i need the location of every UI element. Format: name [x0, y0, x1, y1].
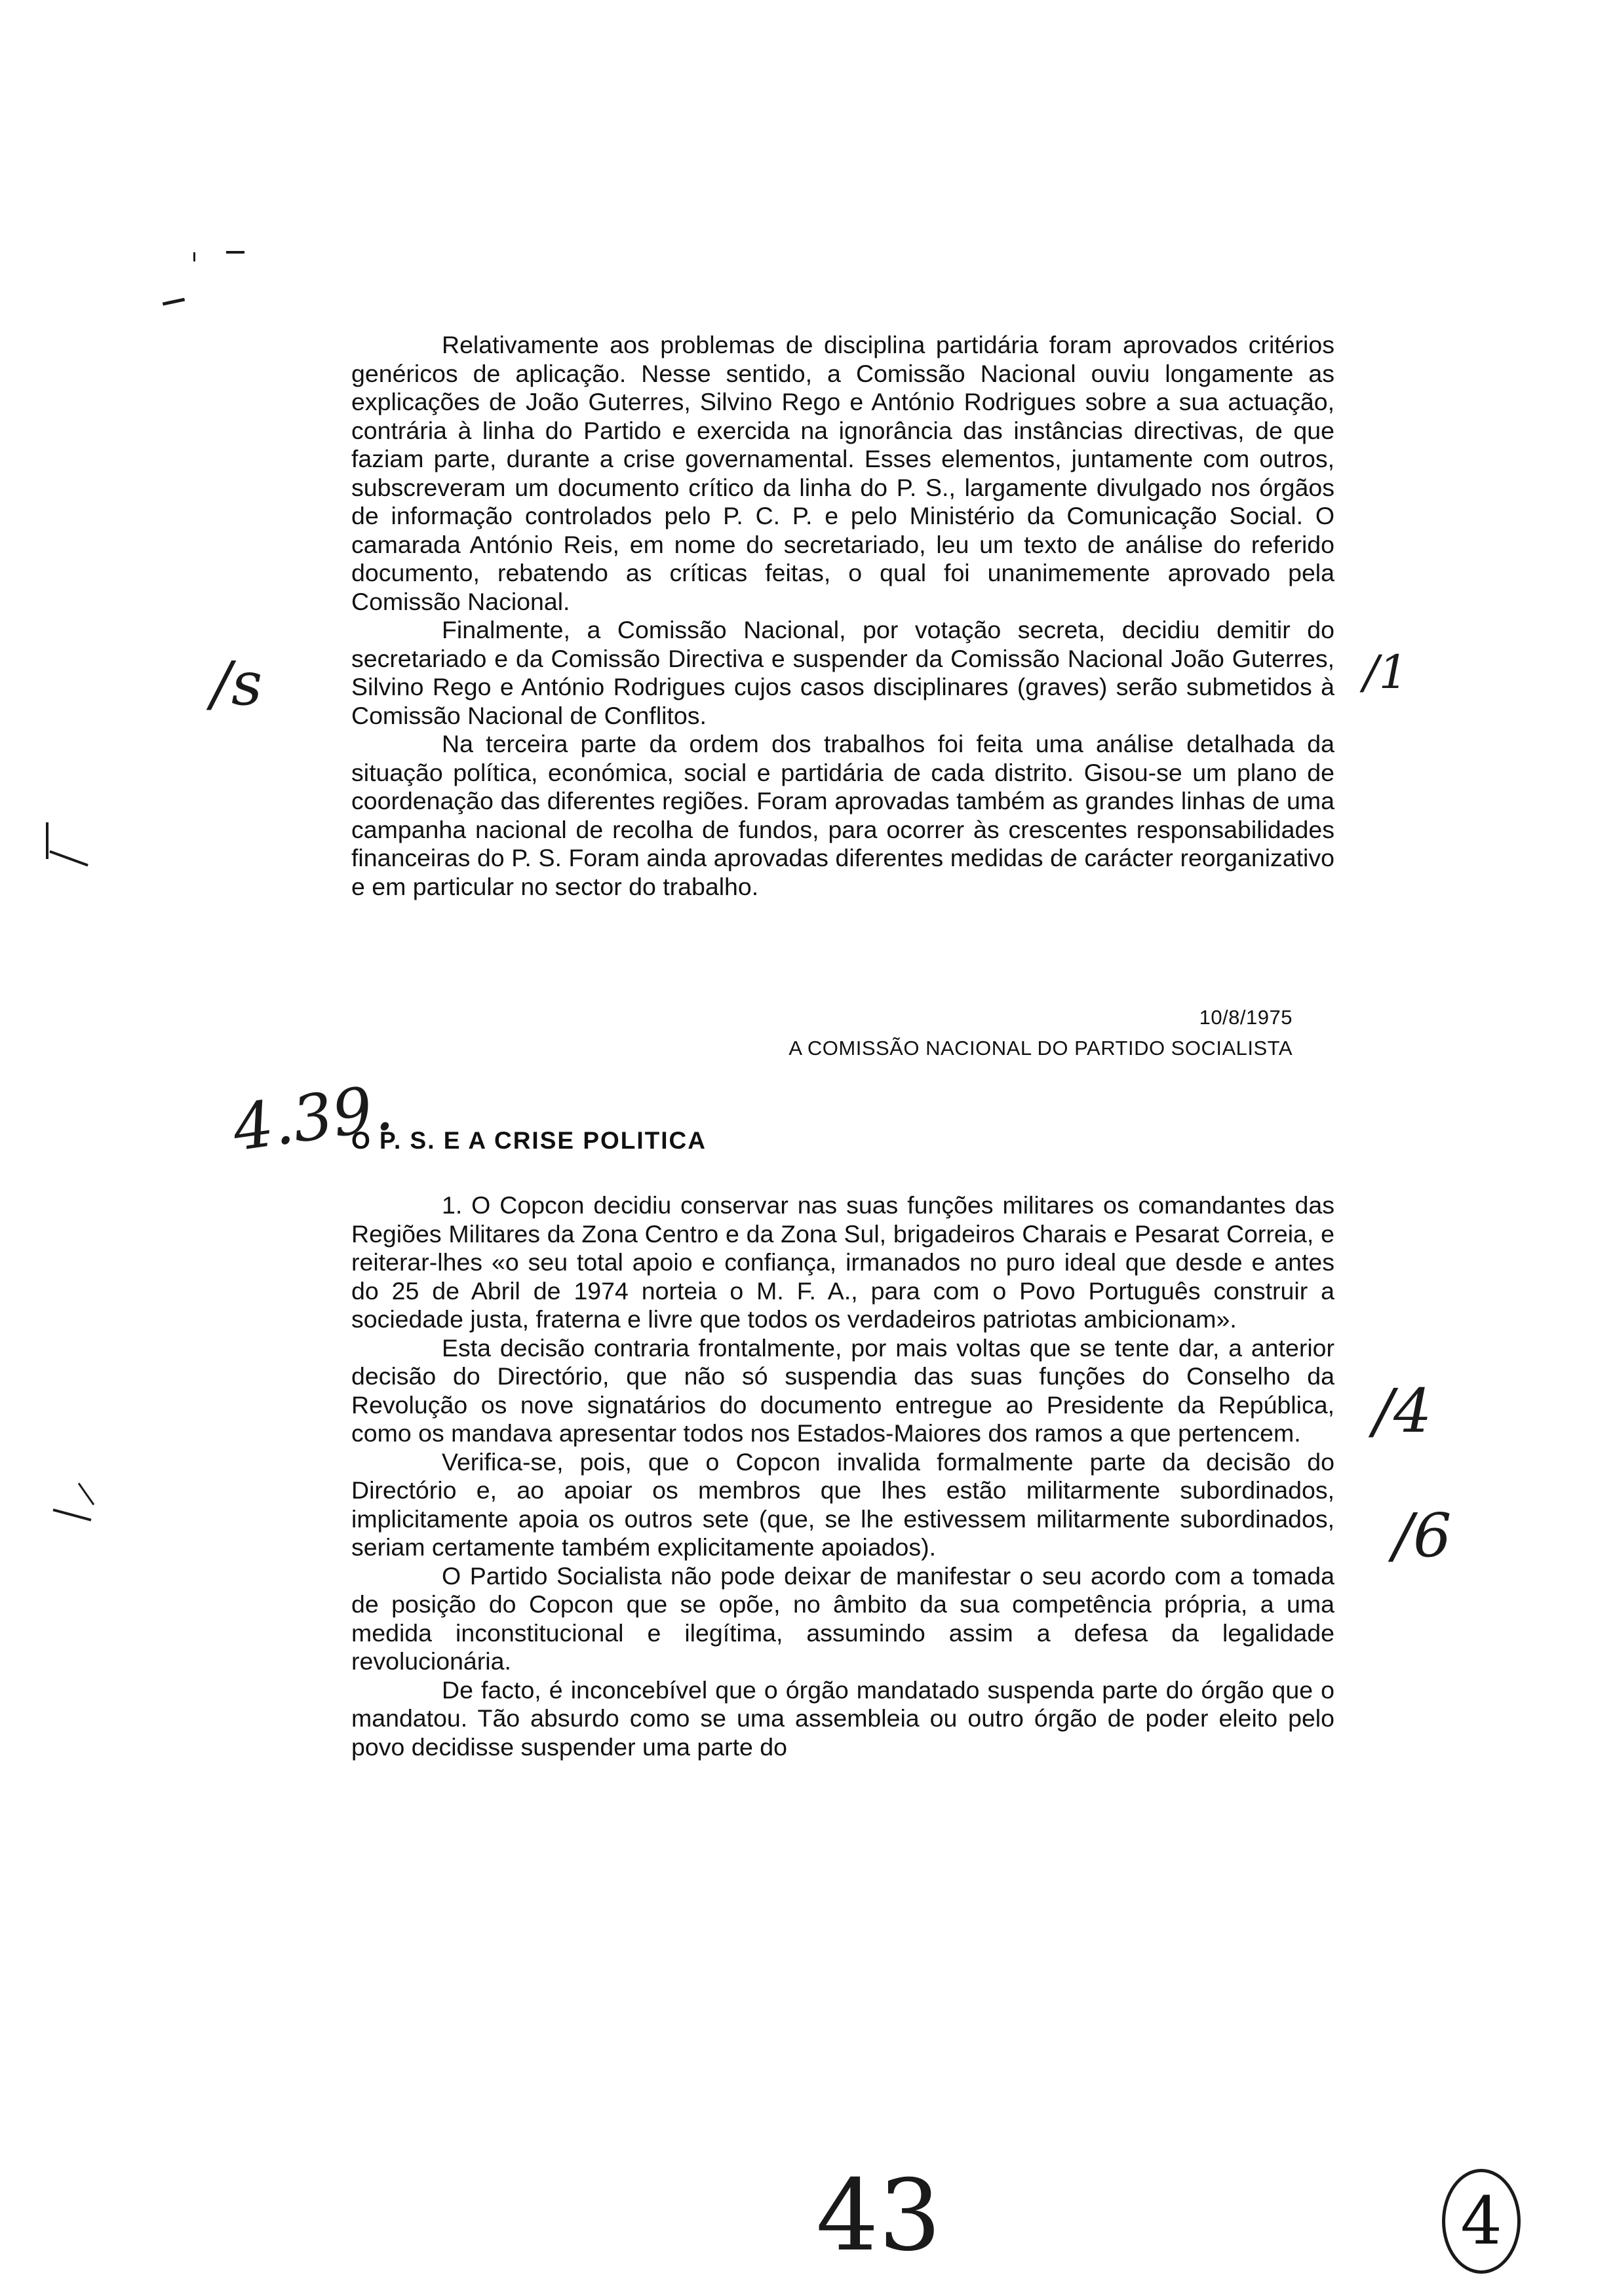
paragraph-decisao: Esta decisão contraria frontalmente, por mais voltas que se tente dar, a anterior decisão do Directório, que não só suspendia das suas funções do Conselho da Revolução os nove signatários do documento entregue ao Presidente da República, como os mandava apresentar todos nos Estados-Maiores dos ramos a que pertencem. — [351, 1333, 1334, 1447]
paragraph-terceira-parte: Na terceira parte da ordem dos trabalhos foi feita uma análise detalhada da situação política, económica, social e partidária de cada distrito. Gisou-se um plano de coordenação das diferentes regiões. Foram aprovadas também as grandes linhas de uma campanha nacional de recolha de fundos, para ocorrer às crescentes responsabilidades financeiras do P. S. Foram ainda aprovadas diferentes medidas de carácter reorganizativo e em particular no sector do trabalho. — [351, 730, 1334, 900]
pen-mark — [163, 298, 185, 306]
paragraph-finalmente: Finalmente, a Comissão Nacional, por votação secreta, decidiu demitir do secretariado e da Comissão Directiva e suspender da Comissão Nacional João Guterres, Silvino Rego e António Rodrigues cujos casos disciplinares (graves) serão submetidos à Comissão Nacional de Conflitos. — [351, 616, 1334, 729]
paragraph-disciplina: Relativamente aos problemas de disciplina partidária foram aprovados critérios genéricos de aplicação. Nesse sentido, a Comissão Nacional ouviu longamente as explicações de João Guterres, Silvino Rego e António Rodrigues sobre a sua actuação, contrária à linha do Partido e exercida na ignorância das instâncias directivas, de que faziam parte, durante a crise governamental. Esses elementos, juntamente com outros, subscreveram um documento crítico da linha do P. S., largamente divulgado nos órgãos de informação controlados pelo P. C. P. e pelo Ministério da Comunicação Social. O camarada António Reis, em nome do secretariado, leu um texto de análise do referido documento, rebatendo as críticas feitas, o qual foi unanimemente aprovado pela Comissão Nacional. — [351, 331, 1334, 615]
handwritten-left-note: /s — [211, 649, 263, 719]
signature-block — [663, 1003, 1293, 1063]
handwritten-right-note-mid: /4 — [1373, 1376, 1432, 1446]
paragraph-de-facto: De facto, é inconcebível que o órgão mandatado suspenda parte do órgão que o mandatou. Tão absurdo como se uma assembleia ou outro órgão de poder eleito pelo povo decidisse suspender uma parte do — [351, 1675, 1334, 1761]
section-heading: O P. S. E A CRISE POLITICA — [351, 1127, 707, 1154]
pen-mark — [49, 851, 88, 867]
signature-name: A COMISSÃO NACIONAL DO PARTIDO SOCIALISTA — [788, 1036, 1293, 1060]
pen-mark — [53, 1508, 92, 1521]
pen-mark — [46, 822, 49, 859]
handwritten-right-note-low: /6 — [1393, 1501, 1452, 1571]
pen-mark — [226, 251, 244, 254]
signature-date: 10/8/1975 — [1199, 1006, 1293, 1029]
circled-page-number: 4 — [1442, 2169, 1521, 2274]
paragraph-verifica: Verifica-se, pois, que o Copcon invalida formalmente parte da decisão do Directório e, ao apoiar os membros que lhes estão militarmente subordinados, implicitamente apoia os outros sete (que, se lhe estivessem militarmente subordinados, seriam certamente também explicitamente apoiados). — [351, 1447, 1334, 1561]
body-text-section — [351, 1191, 1334, 1761]
handwritten-right-note-top: /1 — [1363, 645, 1409, 699]
handwritten-margin-number: 4.39. — [228, 1070, 397, 1166]
body-text-top — [351, 331, 1334, 901]
pen-mark — [193, 252, 195, 261]
pen-mark — [78, 1483, 94, 1505]
paragraph-partido: O Partido Socialista não pode deixar de manifestar o seu acordo com a tomada de posição do Copcon que se opõe, no âmbito da sua competência própria, a uma medida inconstitucional e ilegítima, assumindo assim a defesa da legalidade revolucionária. — [351, 1561, 1334, 1675]
paragraph-copcon: 1. O Copcon decidiu conservar nas suas funções militares os comandantes das Regiões Militares da Zona Centro e da Zona Sul, brigadeiros Charais e Pesarat Correia, e reiterar-lhes «o seu total apoio e confiança, irmanados no puro ideal que desde e antes do 25 de Abril de 1974 norteia o M. F. A., para com o Povo Português construir a sociedade justa, fraterna e livre que todos os verdadeiros patriotas ambicionam». — [351, 1191, 1334, 1333]
handwritten-page-number: 43 — [816, 2159, 941, 2273]
